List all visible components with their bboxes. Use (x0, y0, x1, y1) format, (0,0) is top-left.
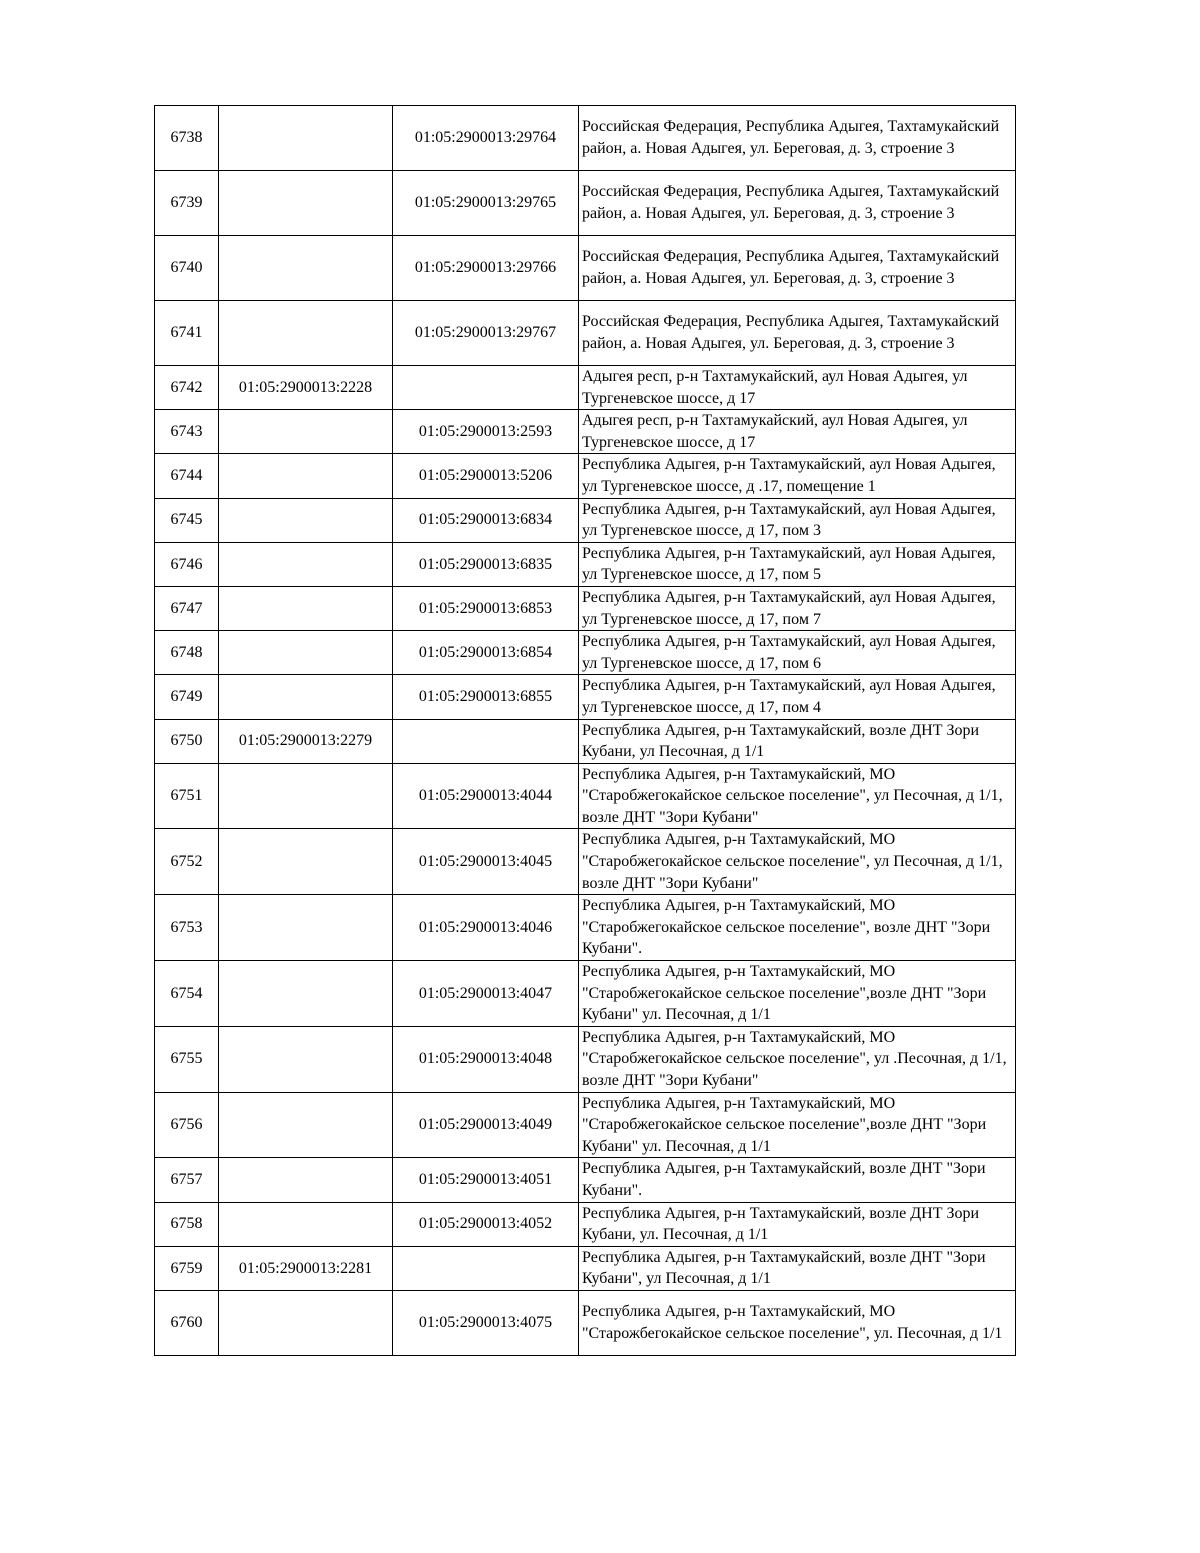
parcel-cadastral-number-cell: 01:05:2900013:2281 (219, 1246, 393, 1290)
object-cadastral-number-cell: 01:05:2900013:4075 (393, 1290, 579, 1355)
parcel-cadastral-number-cell (219, 236, 393, 301)
row-number-cell: 6756 (155, 1092, 219, 1158)
table-row (155, 410, 1016, 454)
row-number-cell: 6746 (155, 542, 219, 586)
row-number-cell: 6749 (155, 675, 219, 719)
object-cadastral-number-cell: 01:05:2900013:29767 (393, 301, 579, 366)
row-number-cell: 6742 (155, 366, 219, 410)
table-row (155, 301, 1016, 366)
address-cell: Российская Федерация, Республика Адыгея, Тахтамукайский район, а. Новая Адыгея, ул. Береговая, д. 3, строение 3 (579, 236, 1016, 301)
object-cadastral-number-cell: 01:05:2900013:6835 (393, 542, 579, 586)
table-row (155, 631, 1016, 675)
object-cadastral-number-cell: 01:05:2900013:5206 (393, 454, 579, 498)
object-cadastral-number-cell: 01:05:2900013:4048 (393, 1026, 579, 1092)
row-number-cell: 6744 (155, 454, 219, 498)
table-row (155, 1202, 1016, 1246)
registry-table-body (155, 106, 1016, 1356)
row-number-cell: 6740 (155, 236, 219, 301)
table-row (155, 366, 1016, 410)
object-cadastral-number-cell: 01:05:2900013:29766 (393, 236, 579, 301)
object-cadastral-number-cell: 01:05:2900013:2593 (393, 410, 579, 454)
row-number-cell: 6751 (155, 763, 219, 829)
parcel-cadastral-number-cell (219, 1290, 393, 1355)
address-cell: Адыгея респ, р-н Тахтамукайский, аул Новая Адыгея, ул Тургеневское шоссе, д 17 (579, 366, 1016, 410)
object-cadastral-number-cell: 01:05:2900013:4052 (393, 1202, 579, 1246)
table-row (155, 586, 1016, 630)
table-row (155, 454, 1016, 498)
row-number-cell: 6752 (155, 829, 219, 895)
parcel-cadastral-number-cell (219, 1092, 393, 1158)
table-row (155, 498, 1016, 542)
object-cadastral-number-cell (393, 366, 579, 410)
table-row (155, 542, 1016, 586)
parcel-cadastral-number-cell (219, 675, 393, 719)
table-row (155, 1246, 1016, 1290)
object-cadastral-number-cell: 01:05:2900013:4046 (393, 895, 579, 961)
table-row (155, 1290, 1016, 1355)
address-cell: Республика Адыгея, р-н Тахтамукайский, МО "Старобжегокайское сельское поселение",возле ДНТ "Зори Кубани" ул. Песочная, д 1/1 (579, 1092, 1016, 1158)
table-row (155, 1158, 1016, 1202)
table-row (155, 1026, 1016, 1092)
address-cell: Республика Адыгея, р-н Тахтамукайский, аул Новая Адыгея, ул Тургеневское шоссе, д 17, пом 7 (579, 586, 1016, 630)
row-number-cell: 6745 (155, 498, 219, 542)
parcel-cadastral-number-cell: 01:05:2900013:2228 (219, 366, 393, 410)
object-cadastral-number-cell: 01:05:2900013:29765 (393, 171, 579, 236)
row-number-cell: 6753 (155, 895, 219, 961)
address-cell: Республика Адыгея, р-н Тахтамукайский, МО "Старожбегокайское сельское поселение", ул. Песочная, д 1/1 (579, 1290, 1016, 1355)
table-row (155, 829, 1016, 895)
parcel-cadastral-number-cell (219, 454, 393, 498)
object-cadastral-number-cell: 01:05:2900013:4044 (393, 763, 579, 829)
parcel-cadastral-number-cell (219, 498, 393, 542)
address-cell: Республика Адыгея, р-н Тахтамукайский, МО "Старобжегокайское сельское поселение", ул .Песочная, д 1/1, возле ДНТ "Зори Кубани" (579, 1026, 1016, 1092)
table-row (155, 236, 1016, 301)
row-number-cell: 6754 (155, 961, 219, 1027)
row-number-cell: 6741 (155, 301, 219, 366)
table-row (155, 961, 1016, 1027)
table-row (155, 719, 1016, 763)
address-cell: Республика Адыгея, р-н Тахтамукайский, возле ДНТ "Зори Кубани", ул Песочная, д 1/1 (579, 1246, 1016, 1290)
registry-table (154, 105, 1016, 1356)
row-number-cell: 6738 (155, 106, 219, 171)
row-number-cell: 6750 (155, 719, 219, 763)
table-row (155, 171, 1016, 236)
address-cell: Республика Адыгея, р-н Тахтамукайский, аул Новая Адыгея, ул Тургеневское шоссе, д .17, помещение 1 (579, 454, 1016, 498)
object-cadastral-number-cell: 01:05:2900013:29764 (393, 106, 579, 171)
row-number-cell: 6739 (155, 171, 219, 236)
address-cell: Российская Федерация, Республика Адыгея, Тахтамукайский район, а. Новая Адыгея, ул. Береговая, д. 3, строение 3 (579, 106, 1016, 171)
parcel-cadastral-number-cell (219, 301, 393, 366)
address-cell: Республика Адыгея, р-н Тахтамукайский, возле ДНТ "Зори Кубани". (579, 1158, 1016, 1202)
address-cell: Республика Адыгея, р-н Тахтамукайский, возле ДНТ Зори Кубани, ул Песочная, д 1/1 (579, 719, 1016, 763)
object-cadastral-number-cell: 01:05:2900013:4049 (393, 1092, 579, 1158)
table-row (155, 895, 1016, 961)
parcel-cadastral-number-cell (219, 631, 393, 675)
row-number-cell: 6755 (155, 1026, 219, 1092)
object-cadastral-number-cell (393, 1246, 579, 1290)
row-number-cell: 6759 (155, 1246, 219, 1290)
object-cadastral-number-cell: 01:05:2900013:6853 (393, 586, 579, 630)
object-cadastral-number-cell: 01:05:2900013:6854 (393, 631, 579, 675)
parcel-cadastral-number-cell (219, 586, 393, 630)
parcel-cadastral-number-cell: 01:05:2900013:2279 (219, 719, 393, 763)
address-cell: Республика Адыгея, р-н Тахтамукайский, аул Новая Адыгея, ул Тургеневское шоссе, д 17, пом 5 (579, 542, 1016, 586)
object-cadastral-number-cell: 01:05:2900013:6834 (393, 498, 579, 542)
parcel-cadastral-number-cell (219, 895, 393, 961)
parcel-cadastral-number-cell (219, 106, 393, 171)
parcel-cadastral-number-cell (219, 171, 393, 236)
address-cell: Адыгея респ, р-н Тахтамукайский, аул Новая Адыгея, ул Тургеневское шоссе, д 17 (579, 410, 1016, 454)
row-number-cell: 6748 (155, 631, 219, 675)
row-number-cell: 6747 (155, 586, 219, 630)
address-cell: Республика Адыгея, р-н Тахтамукайский, аул Новая Адыгея, ул Тургеневское шоссе, д 17, пом 6 (579, 631, 1016, 675)
table-row (155, 1092, 1016, 1158)
parcel-cadastral-number-cell (219, 410, 393, 454)
table-row (155, 763, 1016, 829)
address-cell: Республика Адыгея, р-н Тахтамукайский, МО "Старобжегокайское сельское поселение", ул Песочная, д 1/1, возле ДНТ "Зори Кубани" (579, 829, 1016, 895)
address-cell: Республика Адыгея, р-н Тахтамукайский, аул Новая Адыгея, ул Тургеневское шоссе, д 17, пом 4 (579, 675, 1016, 719)
address-cell: Республика Адыгея, р-н Тахтамукайский, МО "Старобжегокайское сельское поселение", ул Песочная, д 1/1, возле ДНТ "Зори Кубани" (579, 763, 1016, 829)
table-row (155, 675, 1016, 719)
parcel-cadastral-number-cell (219, 542, 393, 586)
object-cadastral-number-cell: 01:05:2900013:4045 (393, 829, 579, 895)
address-cell: Российская Федерация, Республика Адыгея, Тахтамукайский район, а. Новая Адыгея, ул. Береговая, д. 3, строение 3 (579, 301, 1016, 366)
row-number-cell: 6758 (155, 1202, 219, 1246)
address-cell: Республика Адыгея, р-н Тахтамукайский, аул Новая Адыгея, ул Тургеневское шоссе, д 17, пом 3 (579, 498, 1016, 542)
table-row (155, 106, 1016, 171)
row-number-cell: 6760 (155, 1290, 219, 1355)
object-cadastral-number-cell: 01:05:2900013:6855 (393, 675, 579, 719)
address-cell: Республика Адыгея, р-н Тахтамукайский, МО "Старобжегокайское сельское поселение",возле ДНТ "Зори Кубани" ул. Песочная, д 1/1 (579, 961, 1016, 1027)
object-cadastral-number-cell: 01:05:2900013:4047 (393, 961, 579, 1027)
object-cadastral-number-cell: 01:05:2900013:4051 (393, 1158, 579, 1202)
address-cell: Республика Адыгея, р-н Тахтамукайский, возле ДНТ Зори Кубани, ул. Песочная, д 1/1 (579, 1202, 1016, 1246)
row-number-cell: 6757 (155, 1158, 219, 1202)
parcel-cadastral-number-cell (219, 961, 393, 1027)
parcel-cadastral-number-cell (219, 1202, 393, 1246)
parcel-cadastral-number-cell (219, 763, 393, 829)
object-cadastral-number-cell (393, 719, 579, 763)
parcel-cadastral-number-cell (219, 1026, 393, 1092)
row-number-cell: 6743 (155, 410, 219, 454)
parcel-cadastral-number-cell (219, 1158, 393, 1202)
address-cell: Российская Федерация, Республика Адыгея, Тахтамукайский район, а. Новая Адыгея, ул. Береговая, д. 3, строение 3 (579, 171, 1016, 236)
parcel-cadastral-number-cell (219, 829, 393, 895)
address-cell: Республика Адыгея, р-н Тахтамукайский, МО "Старобжегокайское сельское поселение", возле ДНТ "Зори Кубани". (579, 895, 1016, 961)
